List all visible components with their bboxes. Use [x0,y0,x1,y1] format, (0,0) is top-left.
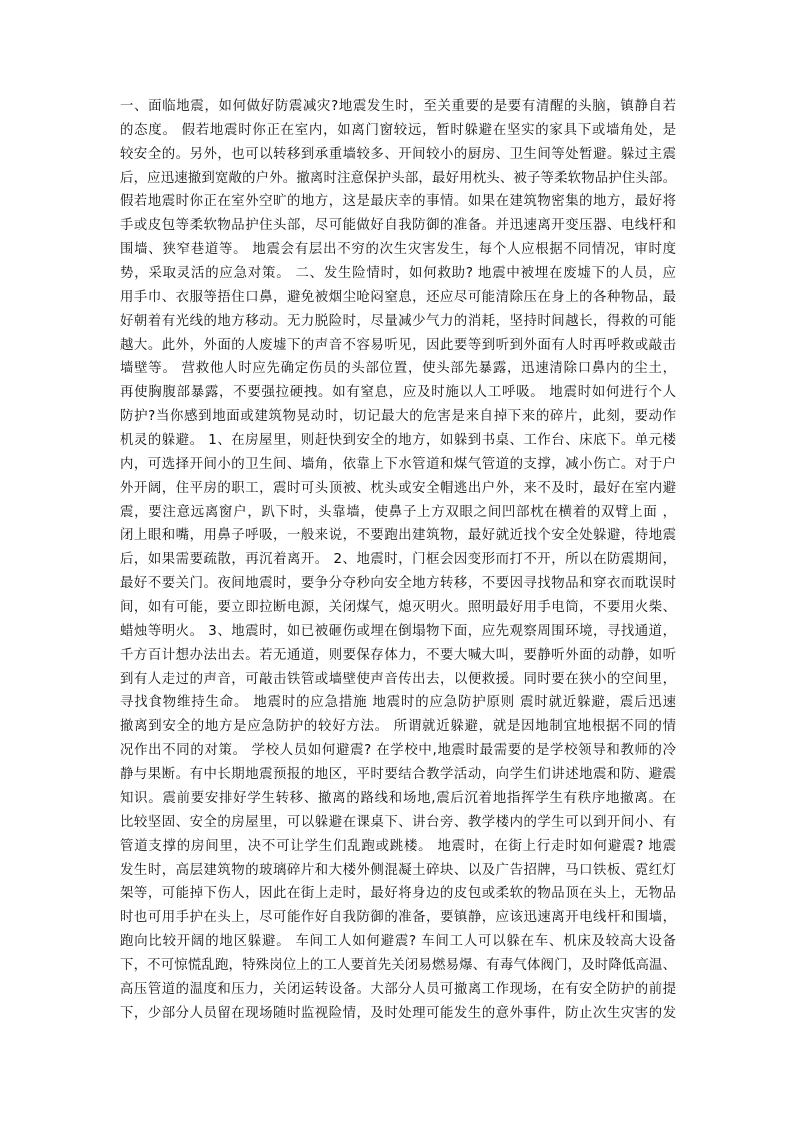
text-line: 墙壁等。 营救他人时应先确定伤员的头部位置，使头部先暴露，迅速清除口鼻内的尘土， [120,361,676,377]
text-line: 间，如有可能，要立即拉断电源，关闭煤气，熄灭明火。照明最好用手电筒，不要用火柴、 [120,600,676,616]
text-line: 下，少部分人员留在现场随时监视险情，及时处理可能发生的意外事件，防止次生灾害的发 [120,1005,676,1021]
text-line: 发生时，高层建筑物的玻璃碎片和大楼外侧混凝土碎块、以及广告招牌，马口铁板、霓红灯 [120,862,676,878]
text-line: 后，应迅速撤到宽敞的户外。撤离时注意保护头部，最好用枕头、被子等柔软物品护住头部。 [120,170,676,186]
text-line: 时也可用手护在头上，尽可能作好自我防御的准备，要镇静，应该迅速离开电线杆和围墙， [120,910,676,926]
text-line: 寻找食物维持生命。 地震时的应急措施 地震时的应急防护原则 震时就近躲避，震后迅速 [120,695,676,711]
text-line: 假若地震时你正在室外空旷的地方，这是最庆幸的事情。如果在建筑物密集的地方，最好将 [120,194,676,210]
text-line: 下，不可惊慌乱跑，特殊岗位上的工人要首先关闭易燃易爆、有毒气体阀门，及时降低高温、 [120,957,676,973]
text-line: 势，采取灵活的应急对策。 二、发生险情时，如何救助? 地震中被埋在废墟下的人员，应 [120,266,676,282]
text-line: 防护?当你感到地面或建筑物晃动时，切记最大的危害是来自掉下来的碎片，此刻，要动作 [120,409,676,425]
text-line: 架等，可能掉下伤人，因此在街上走时，最好将身边的皮包或柔软的物品顶在头上，无物品 [120,886,676,902]
text-line: 内，可选择开间小的卫生间、墙角，依靠上下水管道和煤气管道的支撑，减小伤亡。对于户 [120,456,676,472]
text-line: 最好不要关门。夜间地震时，要争分夺秒向安全地方转移，不要因寻找物品和穿衣而耽误时 [120,576,676,592]
text-line: 比较坚固、安全的房屋里，可以躲避在课桌下、讲台旁、教学楼内的学生可以到开间小、有 [120,814,676,830]
text-line: 一、面临地震，如何做好防震减灾?地震发生时，至关重要的是要有清醒的头脑，镇静自若 [120,99,676,114]
text-line: 用手巾、衣服等捂住口鼻，避免被烟尘呛闷窒息，还应尽可能清除压在身上的各种物品，最 [120,289,676,305]
body-text [120,95,676,1026]
text-line: 撤离到安全的地方是应急防护的较好方法。 所谓就近躲避，就是因地制宜地根据不同的情 [120,719,676,735]
text-line: 蜡烛等明火。 3、地震时，如已被砸伤或埋在倒塌物下面，应先观察周围环境，寻找通道， [120,623,676,639]
text-line: 手或皮包等柔软物品护住头部，尽可能做好自我防御的准备。并迅速离开变压器、电线杆和 [120,218,676,234]
text-line: 机灵的躲避。 1、在房屋里，则赶快到安全的地方，如躲到书桌、工作台、床底下。单元楼 [120,433,676,449]
text-line: 知识。震前要安排好学生转移、撤离的路线和场地,震后沉着地指挥学生有秩序地撤离。在 [120,790,676,806]
text-line: 到有人走过的声音，可敲击铁管或墙壁使声音传出去，以便救援。同时要在狭小的空间里， [120,671,676,687]
text-line: 静与果断。有中长期地震预报的地区，平时要结合教学活动，向学生们讲述地震和防、避震 [120,767,676,783]
text-line: 管道支撑的房间里，决不可让学生们乱跑或跳楼。 地震时，在街上行走时如何避震? 地震 [120,838,676,854]
text-line: 震，要注意远离窗户，趴下时，头靠墙，使鼻子上方双眼之间凹部枕在横着的双臂上面 ， [120,504,676,520]
text-line: 外开阔，住平房的职工，震时可头顶被、枕头或安全帽逃出户外，来不及时，最好在室内避 [120,480,676,496]
text-line: 围墙、狭窄巷道等。 地震会有层出不穷的次生灾害发生，每个人应根据不同情况，审时度 [120,242,676,258]
text-line: 的态度。 假若地震时你正在室内，如离门窗较远，暂时躲避在坚实的家具下或墙角处，是 [120,122,676,138]
text-line: 况作出不同的对策。 学校人员如何避震? 在学校中,地震时最需要的是学校领导和教师的冷 [120,743,676,759]
text-line: 闭上眼和嘴，用鼻子呼吸，一般来说，不要跑出建筑物，最好就近找个安全处躲避，待地震 [120,528,676,544]
text-line: 再使胸腹部暴露，不要强拉硬拽。如有窒息，应及时施以人工呼吸。 地震时如何进行个人 [120,385,676,401]
text-line: 越大。此外，外面的人废墟下的声音不容易听见，因此要等到听到外面有人时再呼救或敲击 [120,337,676,353]
text-line: 好朝着有光线的地方移动。无力脱险时，尽量减少气力的消耗，坚持时间越长，得救的可能 [120,313,676,329]
text-line: 高压管道的温度和压力，关闭运转设备。大部分人员可撤离工作现场，在有安全防护的前提 [120,981,676,997]
text-line: 千方百计想办法出去。若无通道，则要保存体力，不要大喊大叫，要静听外面的动静，如听 [120,647,676,663]
text-line: 后，如果需要疏散，再沉着离开。 2、地震时，门框会因变形而打不开，所以在防震期间， [120,552,676,568]
text-line: 较安全的。另外，也可以转移到承重墙较多、开间较小的厨房、卫生间等处暂避。躲过主震 [120,146,676,162]
text-line: 跑向比较开阔的地区躲避。 车间工人如何避震? 车间工人可以躲在车、机床及较高大设备 [120,934,676,950]
